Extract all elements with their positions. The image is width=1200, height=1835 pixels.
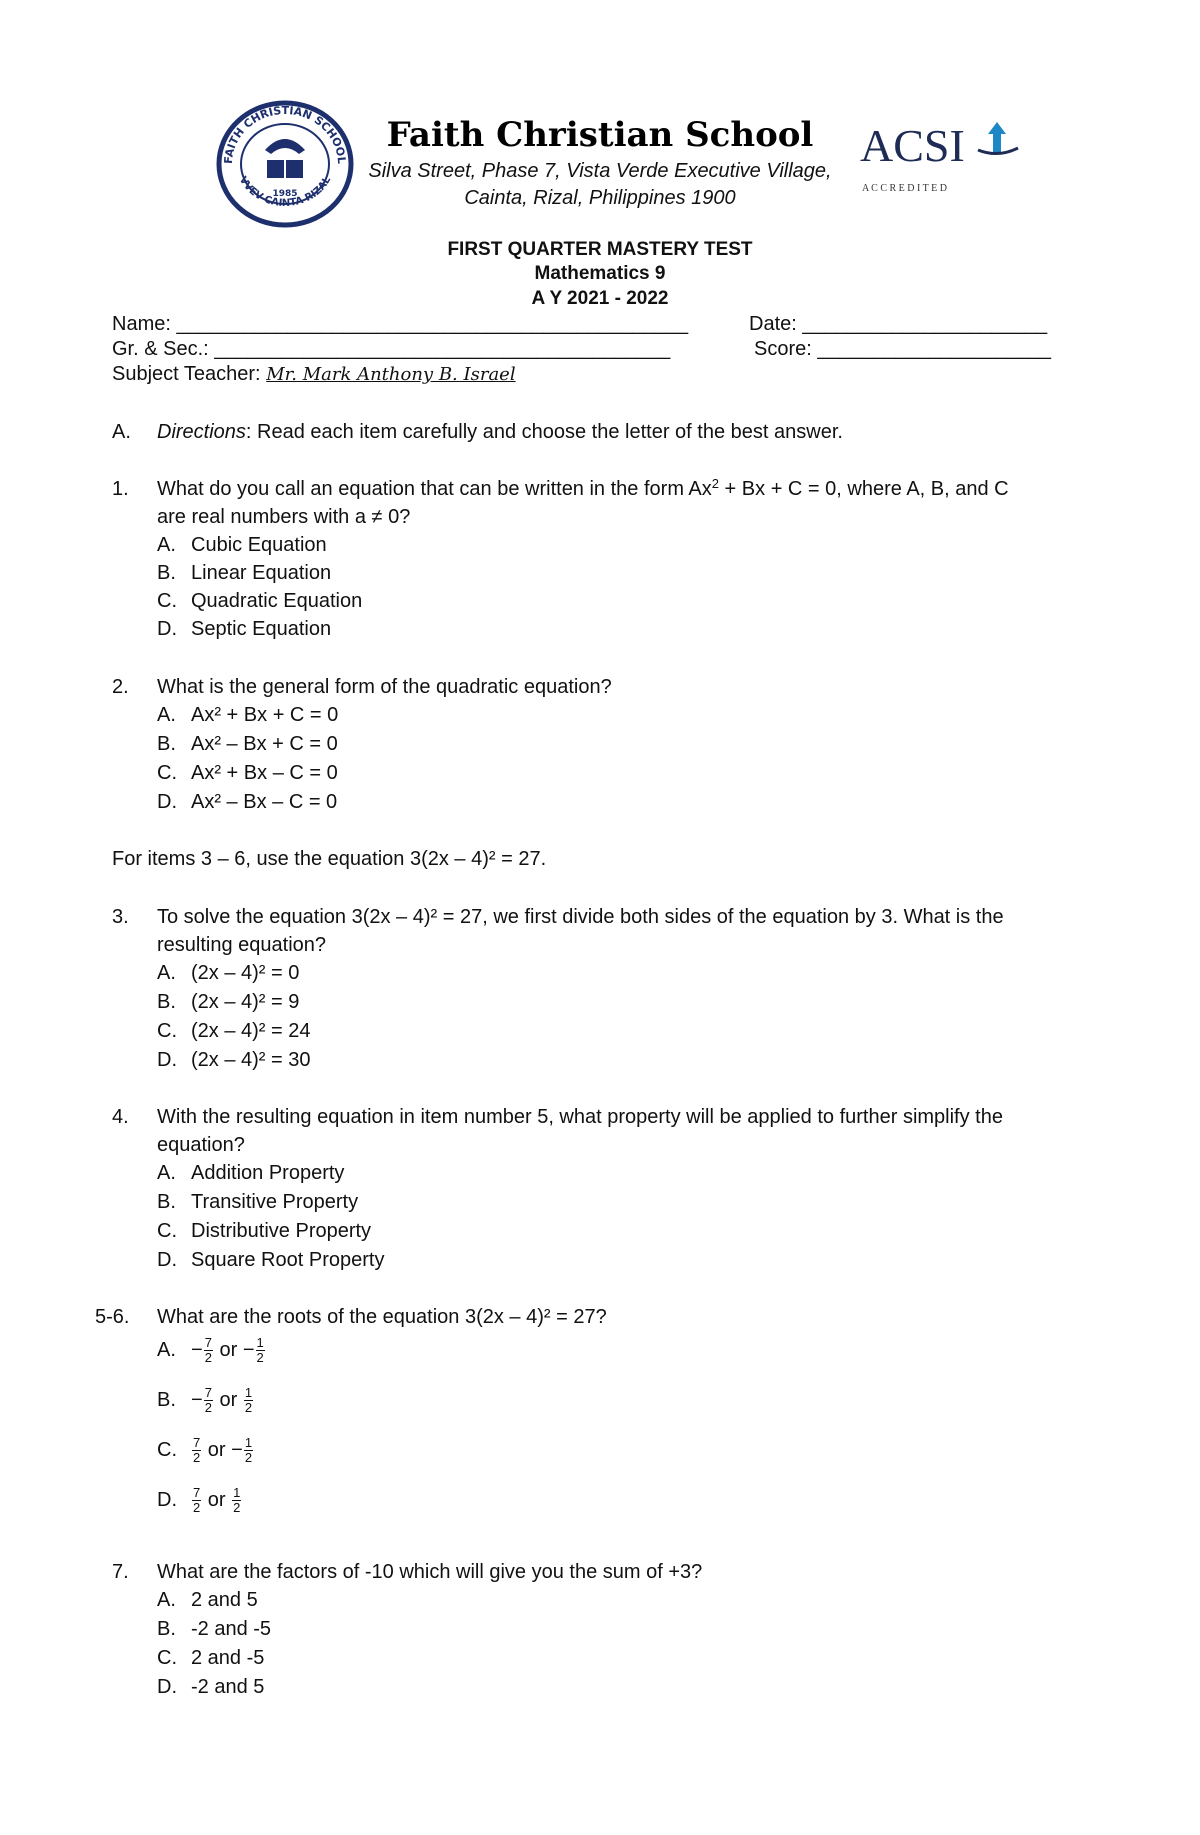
question-number: 5-6.: [95, 1306, 130, 1328]
acsi-tagline: A C C R E D I T E D: [862, 183, 947, 194]
option-b[interactable]: B. -2 and -5: [157, 1618, 272, 1640]
acsi-wordmark: ACSI: [860, 120, 965, 171]
seal-text-top: FAITH CHRISTIAN SCHOOL: [221, 103, 349, 165]
option-d[interactable]: D. $\frac{7}{2}$ or $\frac{1}{2}$: [157, 1485, 241, 1516]
option-a[interactable]: A. Ax² + Bx + C = 0: [157, 704, 339, 726]
date-field[interactable]: Date: ______________________: [749, 313, 1048, 335]
items-3-6-note: For items 3 – 6, use the equation 3(2x – 4)² = 27.: [112, 848, 547, 870]
option-c[interactable]: C. Quadratic Equation: [157, 590, 363, 612]
directions: [157, 418, 1092, 446]
option-d[interactable]: D. -2 and 5: [157, 1676, 265, 1698]
fraction: $\frac{1}{2}$: [256, 1335, 264, 1366]
option-c[interactable]: C. Distributive Property: [157, 1220, 372, 1242]
option-b[interactable]: B. Ax² – Bx + C = 0: [157, 733, 338, 755]
directions-label: Directions: [157, 421, 246, 443]
option-d[interactable]: D. Square Root Property: [157, 1249, 385, 1271]
test-title: FIRST QUARTER MASTERY TEST: [447, 239, 753, 260]
fraction: $\frac{7}{2}$: [193, 1435, 201, 1466]
test-subject: Mathematics 9: [534, 263, 666, 284]
address-line-1: Silva Street, Phase 7, Vista Verde Executive Village,: [368, 160, 832, 182]
question-1-text: What do you call an equation that can be written in the form $Ax^2 + Bx + C = 0$, where A, B, and C: [157, 476, 1009, 500]
score-field[interactable]: Score: _____________________: [754, 338, 1051, 360]
question-4-text: With the resulting equation in item number 5, what property will be applied to further simplify the: [157, 1106, 1003, 1128]
option-a[interactable]: A. Cubic Equation: [157, 534, 327, 556]
question-number: 1.: [112, 478, 129, 500]
fraction: $\frac{1}{2}$: [244, 1385, 253, 1416]
question-2-text: What is the general form of the quadratic equation?: [157, 676, 612, 698]
fraction: $\frac{7}{2}$: [193, 1485, 201, 1516]
directions-text: : Read each item carefully and choose the letter of the best answer.: [245, 421, 843, 443]
seal-text-bottom: VVEV CAINTA RIZAL: [236, 174, 334, 210]
option-b[interactable]: B. − $\frac{7}{2}$ or $\frac{1}{2}$: [157, 1385, 253, 1416]
school-name: Faith Christian School: [386, 115, 814, 155]
option-b[interactable]: B. (2x – 4)² = 9: [157, 991, 300, 1013]
address-line-2: Cainta, Rizal, Philippines 1900: [464, 187, 736, 209]
acsi-accredited-logo: [860, 116, 1025, 198]
question-number: 3.: [112, 906, 129, 928]
question-7-text: What are the factors of -10 which will give you the sum of +3?: [157, 1561, 703, 1583]
question-1-text-cont: are real numbers with a ≠ 0?: [157, 506, 411, 528]
grade-section-field[interactable]: Gr. & Sec.: _________________________________________: [112, 338, 671, 360]
option-d[interactable]: D. (2x – 4)² = 30: [157, 1049, 311, 1071]
name-field[interactable]: Name: ______________________________________________: [112, 313, 689, 335]
question-number: 4.: [112, 1106, 129, 1128]
option-b[interactable]: B. Linear Equation: [157, 562, 332, 584]
option-a[interactable]: A. 2 and 5: [157, 1589, 258, 1611]
option-c[interactable]: C. Ax² + Bx – C = 0: [157, 762, 338, 784]
option-d[interactable]: D. Ax² – Bx – C = 0: [157, 791, 338, 813]
option-a[interactable]: A. − $\frac{7}{2}$ or − $\frac{1}{2}$: [157, 1335, 264, 1366]
question-4-text-cont: equation?: [157, 1134, 245, 1156]
seal-year: 1985: [272, 189, 298, 199]
question-3-text-cont: resulting equation?: [157, 934, 327, 956]
fraction: $\frac{7}{2}$: [204, 1335, 212, 1366]
question-5-6-text: What are the roots of the equation 3(2x – 4)² = 27?: [157, 1306, 607, 1328]
teacher-row: [112, 360, 516, 389]
fraction: $\frac{1}{2}$: [244, 1435, 253, 1466]
question-number: 7.: [112, 1561, 129, 1583]
fraction: $\frac{7}{2}$: [204, 1385, 212, 1416]
option-b[interactable]: B. Transitive Property: [157, 1191, 359, 1213]
option-c[interactable]: C. (2x – 4)² = 24: [157, 1020, 311, 1042]
option-d[interactable]: D. Septic Equation: [157, 618, 332, 640]
teacher-label: Subject Teacher:: [112, 363, 261, 385]
option-c[interactable]: C. 2 and -5: [157, 1647, 265, 1669]
fraction: $\frac{1}{2}$: [233, 1485, 241, 1516]
question-number: 2.: [112, 676, 129, 698]
academic-year: A Y 2021 - 2022: [531, 288, 669, 309]
option-c[interactable]: C. $\frac{7}{2}$ or − $\frac{1}{2}$: [157, 1435, 253, 1466]
question-3-text: To solve the equation 3(2x – 4)² = 27, we first divide both sides of the equation by 3. What is the: [157, 906, 1004, 928]
directions-letter: A.: [112, 421, 131, 443]
option-a[interactable]: A. (2x – 4)² = 0: [157, 962, 300, 984]
option-a[interactable]: A. Addition Property: [157, 1162, 345, 1184]
teacher-signature: Mr. Mark Anthony B. Israel: [266, 364, 516, 385]
